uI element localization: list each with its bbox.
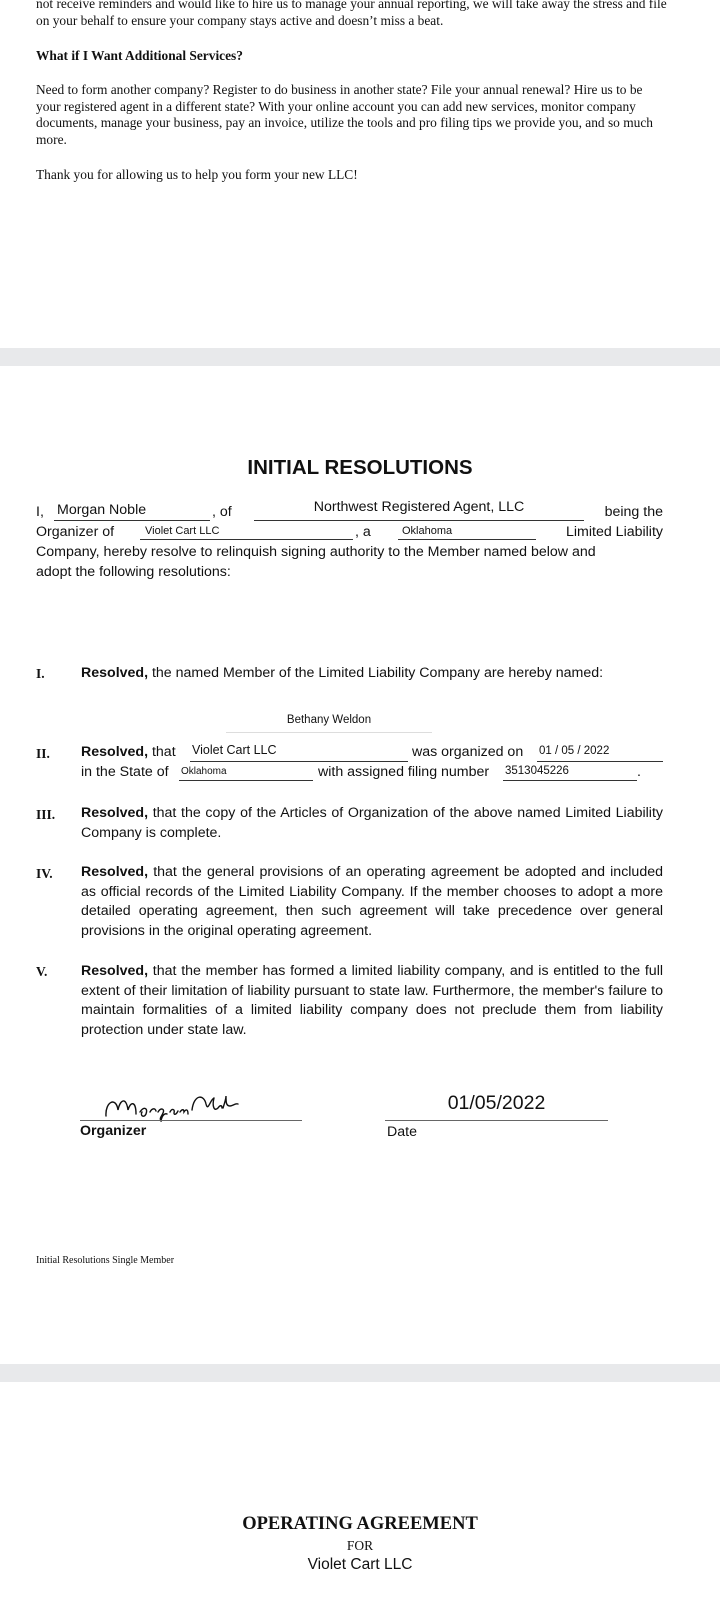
organizer-signature	[102, 1090, 242, 1122]
r2-organized-date-field: 01 / 05 / 2022	[539, 745, 610, 757]
intro-line-3: Company, hereby resolve to relinquish signing authority to the Member named below and	[36, 544, 596, 560]
resolution-3-number: III.	[36, 807, 56, 822]
intro-organizer-of-label: Organizer of	[36, 524, 115, 540]
page-footer: Initial Resolutions Single Member	[36, 1255, 175, 1266]
intro-being-the-label: being the	[604, 504, 663, 520]
r2-filing-number-field: 3513045226	[505, 765, 569, 777]
resolution-4-text: Resolved, that the general provisions of an operating agreement be adopted and included as official records of the Limited Liability Company. If the member chooses to adopt a more detailed operating agreement, then such agreement will take precedence over general provisions in the original operating agreement.	[81, 864, 663, 940]
document-page-2	[0, 366, 720, 1364]
r2-period: .	[637, 764, 641, 780]
date-label: Date	[387, 1124, 417, 1140]
resolution-2-lead: Resolved, that	[81, 744, 176, 760]
llc-name-field: Violet Cart LLC	[145, 525, 220, 537]
r2-llc-name-field: Violet Cart LLC	[192, 743, 277, 757]
date-signature-line	[385, 1120, 608, 1121]
resolution-4-number: IV.	[36, 866, 53, 881]
intro-a-label: , a	[355, 524, 371, 540]
document-page-1	[0, 0, 720, 348]
resolution-1-text: Resolved, the named Member of the Limited Liability Company are hereby named:	[81, 665, 604, 681]
resolution-3-text: Resolved, that the copy of the Articles of Organization of the above named Limited Liability Company is complete.	[81, 805, 663, 841]
r2-in-state-of-label: in the State of	[81, 764, 169, 780]
r2-llc-underline	[190, 761, 408, 762]
member-name-underline	[226, 732, 432, 733]
r2-date-underline	[537, 761, 663, 762]
operating-agreement-llc-name: Violet Cart LLC	[307, 1556, 413, 1573]
r2-filing-number-label: with assigned filing number	[318, 764, 490, 780]
resolution-1-number: I.	[36, 666, 45, 681]
organizer-label: Organizer	[80, 1123, 147, 1139]
organizer-signature-line	[80, 1120, 302, 1121]
intro-i-label: I,	[36, 504, 44, 520]
r2-filing-underline	[503, 780, 637, 781]
state-underline	[398, 539, 536, 540]
organizer-name-underline	[54, 520, 210, 521]
organizer-name-field: Morgan Noble	[57, 502, 147, 518]
company-of-field: Northwest Registered Agent, LLC	[313, 499, 525, 515]
additional-services-paragraph: Need to form another company? Register to do business in another state? File your annual renewal? Hire us to be your registered agent in a different state? With your online account you can add new services, monitor company documents, manage your business, pay an invoice, utilize the tools and pro filing tips we provide you, and so much more.	[36, 82, 653, 147]
intro-of-label: , of	[212, 504, 232, 520]
company-of-underline	[254, 520, 584, 521]
page-title: INITIAL RESOLUTIONS	[247, 456, 473, 479]
intro-limited-liability-label: Limited Liability	[566, 524, 663, 540]
resolution-5-number: V.	[36, 964, 48, 979]
resolution-2-number: II.	[36, 746, 50, 761]
operating-agreement-title: OPERATING AGREEMENT	[242, 1514, 478, 1534]
operating-agreement-for: FOR	[346, 1538, 374, 1553]
additional-services-heading: What if I Want Additional Services?	[36, 48, 243, 63]
r2-state-underline	[179, 780, 313, 781]
intro-tail-paragraph: not receive reminders and would like to hire us to manage your annual reporting, we will take away the stress and file on your behalf to ensure your company stays active and doesn’t miss a beat.	[36, 0, 667, 28]
r2-state-field: Oklahoma	[181, 766, 227, 777]
r2-organized-on-label: was organized on	[412, 744, 524, 760]
resolution-5-text: Resolved, that the member has formed a limited liability company, and is entitled to the full extent of their limitation of liability pursuant to state law. Furthermore, the member's failure to maintain formalities of a limited liability company does not preclude them from liability protection under state law.	[81, 963, 663, 1039]
member-name-field: Bethany Weldon	[286, 714, 372, 726]
intro-line-4: adopt the following resolutions:	[36, 564, 231, 580]
signature-date-value: 01/05/2022	[447, 1092, 546, 1114]
document-page-3	[0, 1382, 720, 1612]
llc-name-underline	[140, 539, 353, 540]
state-field: Oklahoma	[402, 525, 453, 537]
closing-sentence: Thank you for allowing us to help you form your new LLC!	[36, 167, 358, 182]
